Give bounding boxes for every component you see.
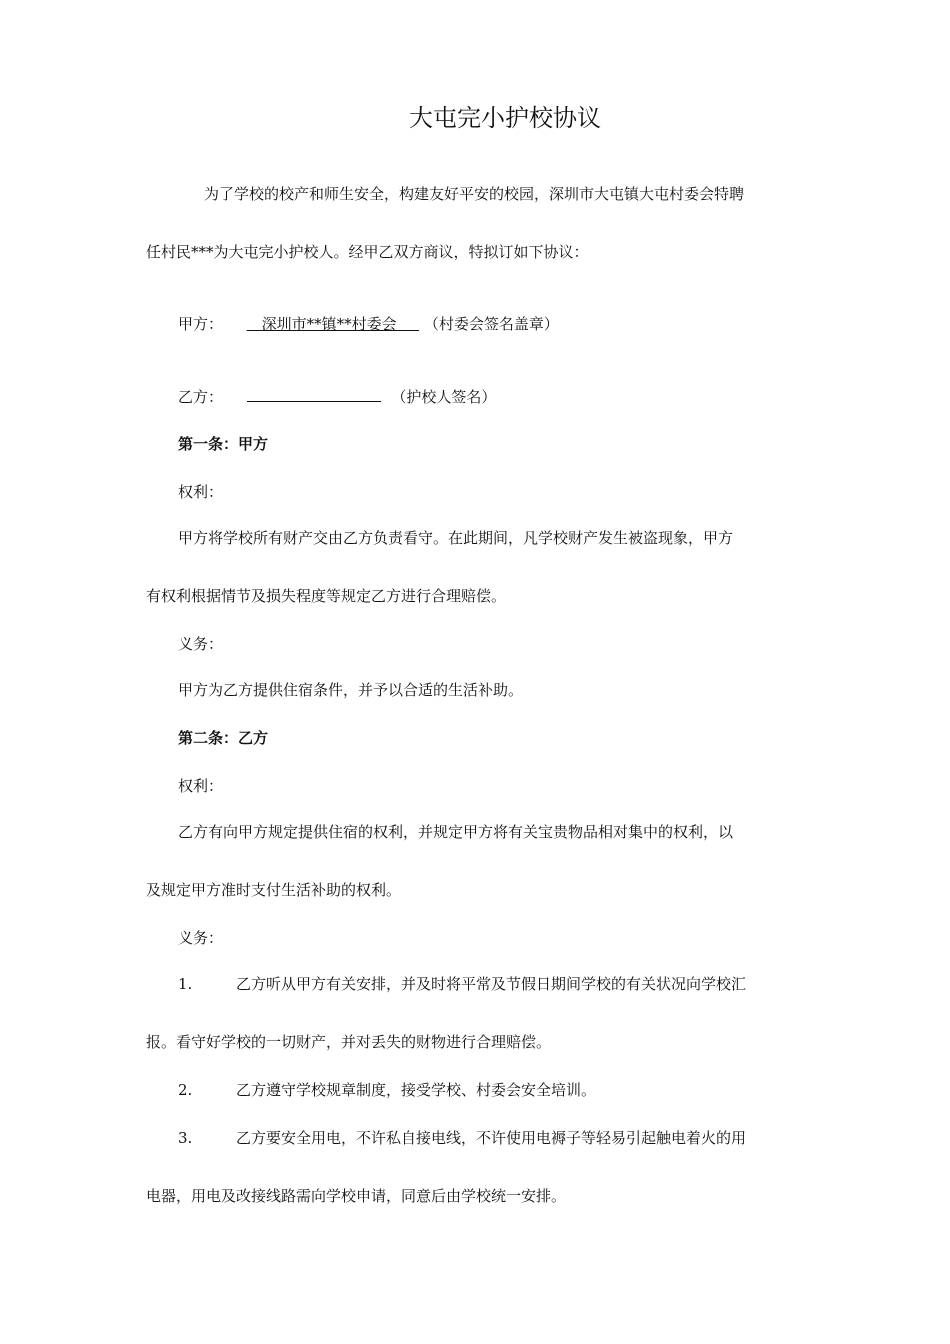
article-1-rights-label: 权利：: [178, 483, 224, 501]
article-1-duties-label: 义务：: [178, 635, 224, 653]
article-1-heading: 第一条：甲方: [178, 435, 269, 453]
party-b-note: （护校人签名）: [391, 388, 497, 406]
article-2-heading: 第二条：乙方: [178, 729, 269, 747]
party-b-signature-blank: [247, 386, 381, 402]
duty-item-2-number: 2.: [178, 1081, 193, 1099]
article-2-rights-line-2: 及规定甲方准时支付生活补助的权利。: [146, 881, 402, 899]
document-title: 大屯完小护校协议: [409, 104, 601, 132]
duty-item-2-line-1: 乙方遵守学校规章制度，接受学校、村委会安全培训。: [236, 1081, 597, 1099]
article-2-rights-label: 权利：: [178, 777, 224, 795]
intro-line-2: 任村民***为大屯完小护校人。经甲乙双方商议，特拟订如下协议：: [146, 243, 589, 261]
party-a-value: 深圳市**镇**村委会: [261, 315, 397, 333]
article-1-duties-line-1: 甲方为乙方提供住宿条件，并予以合适的生活补助。: [178, 681, 524, 699]
party-b-row: [178, 386, 496, 407]
party-a-note: （村委会签名盖章）: [423, 315, 559, 333]
party-a-label: 甲方：: [178, 315, 224, 333]
duty-item-3-line-1: 乙方要安全用电，不许私自接电线，不许使用电褥子等轻易引起触电着火的用: [236, 1129, 747, 1147]
duty-item-3-line-2: 电器，用电及改接线路需向学校申请，同意后由学校统一安排。: [146, 1187, 567, 1205]
duty-item-1-line-2: 报。看守好学校的一切财产，并对丢失的财物进行合理赔偿。: [146, 1033, 552, 1051]
party-b-label: 乙方：: [178, 388, 224, 406]
article-1-rights-line-2: 有权利根据情节及损失程度等规定乙方进行合理赔偿。: [146, 587, 507, 605]
duty-item-1-line-1: 乙方听从甲方有关安排，并及时将平常及节假日期间学校的有关状况向学校汇: [236, 975, 747, 993]
article-2-duties-label: 义务：: [178, 929, 224, 947]
article-1-rights-line-1: 甲方将学校所有财产交由乙方负责看守。在此期间，凡学校财产发生被盗现象，甲方: [178, 529, 734, 547]
duty-item-1-number: 1.: [178, 975, 193, 993]
intro-line-1: 为了学校的校产和师生安全，构建友好平安的校园，深圳市大屯镇大屯村委会特聘: [204, 185, 745, 203]
duty-item-3-number: 3.: [178, 1129, 193, 1147]
party-a-row: [178, 314, 559, 334]
article-2-rights-line-1: 乙方有向甲方规定提供住宿的权利，并规定甲方将有关宝贵物品相对集中的权利，以: [178, 823, 734, 841]
